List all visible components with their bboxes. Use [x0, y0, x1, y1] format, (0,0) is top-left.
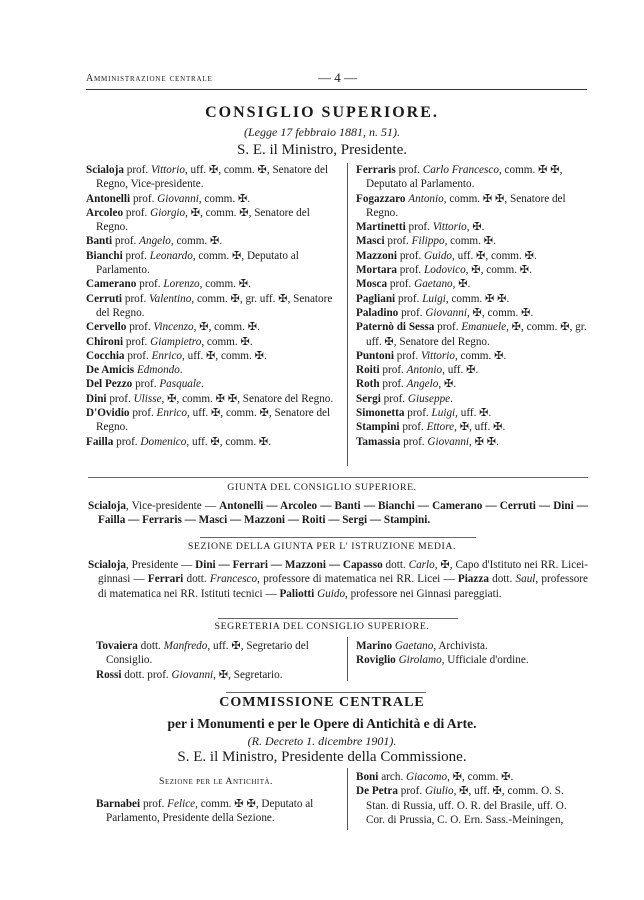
member-surname: Tovaiera [96, 640, 138, 652]
member-given-name: Giovanni [427, 435, 470, 448]
member-honours: , comm. ✠. [444, 235, 496, 248]
member-given-name: Giacomo [406, 771, 448, 783]
member-honours: , comm. ✠ ✠, Senatore del Regno. [366, 192, 566, 219]
name: Paliotti [279, 587, 315, 600]
member-surname: Barnabei [96, 798, 141, 810]
member-entry [86, 435, 338, 449]
member-surname: Cervello [86, 321, 127, 334]
name: Scialoja [88, 559, 126, 571]
member-honours: , uff. ✠, Segretario del Consiglio. [106, 640, 309, 667]
member-entry [86, 292, 338, 321]
member-entry [356, 770, 588, 784]
member-entry [356, 420, 588, 434]
member-given-name: Edmondo [136, 364, 180, 377]
member-title: prof. [400, 435, 428, 448]
member-title: prof. [379, 364, 407, 377]
given-name: Saul [515, 573, 536, 586]
member-entry [356, 292, 588, 306]
member-surname: Roiti [356, 364, 380, 377]
member-surname: Tamassia [356, 435, 401, 448]
member-honours: , uff. ✠, comm. ✠. [452, 249, 537, 262]
member-honours: , ✠. [438, 378, 457, 391]
member-honours: , ✠. [466, 221, 485, 234]
member-given-name: Luigi [431, 407, 456, 420]
member-given-name: Gaetano [414, 278, 453, 291]
member-title: prof. [123, 206, 151, 219]
member-given-name: Angelo [139, 235, 171, 248]
member-honours: , uff. ✠, comm. ✠, Senatore del Regno, Vice-presidente. [96, 164, 329, 191]
member-title: prof. [124, 349, 152, 362]
member-honours: . [200, 378, 204, 391]
member-entry [86, 363, 338, 377]
member-given-name: Ettore [426, 421, 455, 434]
page-number: — 4 — [318, 70, 357, 85]
member-surname: Scialoja [86, 164, 124, 176]
member-given-name: Manfredo [163, 640, 208, 652]
column-divider [347, 768, 348, 830]
commissione-section-title: Sezione per le Antichità. [159, 776, 273, 787]
member-title: prof. [397, 249, 425, 262]
member-honours: , uff. ✠, comm. ✠. [186, 435, 272, 448]
member-surname: De Petra [356, 785, 398, 798]
member-honours: . [179, 364, 183, 377]
member-title: prof. [398, 306, 426, 319]
member-title: prof. [395, 292, 423, 305]
member-surname: Cerruti [86, 292, 123, 305]
member-honours: , comm. ✠ ✠, Deputato al Parlamento. [366, 164, 563, 191]
member-surname: Pagliani [356, 292, 396, 305]
title: dott. [183, 573, 210, 586]
member-honours: , Ufficiale d'ordine. [441, 654, 529, 667]
member-title: prof. [395, 164, 423, 176]
member-entry [356, 349, 588, 363]
sezione-members [88, 558, 588, 601]
section-rule [226, 692, 426, 693]
header-rule [86, 89, 587, 90]
member-given-name: Giovanni [171, 668, 214, 681]
member-honours: , ✠, uff. ✠. [454, 421, 506, 434]
member-entry [356, 192, 588, 221]
member-entry [96, 668, 340, 682]
member-surname: Masci [356, 235, 385, 248]
member-entry [86, 206, 338, 235]
name: Ferrari [147, 573, 184, 586]
member-given-name: Guido [424, 249, 453, 262]
giunta-first: Scialoja [88, 500, 126, 512]
column-divider [347, 163, 348, 466]
member-honours: , uff. ✠. [455, 407, 492, 420]
member-honours: , comm. ✠. [454, 349, 507, 362]
member-title: prof. [106, 392, 134, 405]
member-title: dott. prof. [121, 668, 172, 681]
member-title: prof. [379, 378, 407, 391]
member-title: prof. [404, 407, 432, 420]
member-surname: Mazzoni [356, 249, 398, 262]
member-given-name: Leonardo [149, 249, 193, 262]
given-name: Francesco [209, 573, 258, 586]
member-honours: , ✠, Segretario. [213, 668, 283, 681]
member-given-name: Carlo Francesco [422, 164, 499, 176]
member-honours: , ✠, uff. ✠, comm. O. S. Stan. di Russia, uff. O. R. del Brasile, uff. O. Cor. di Prussia, C. O. Ern. Sass.-Meiningen, [366, 785, 567, 826]
member-entry [96, 797, 340, 826]
member-surname: Mortara [356, 264, 397, 277]
member-entry [356, 653, 588, 667]
member-given-name: Lodovico [424, 264, 466, 277]
member-title: prof. [380, 392, 408, 405]
segreteria-title: SEGRETERIA DEL CONSIGLIO SUPERIORE. [214, 621, 430, 632]
member-given-name: Enrico [151, 349, 183, 362]
member-entry [356, 263, 588, 277]
member-surname: Roth [356, 378, 380, 391]
member-entry [356, 277, 588, 291]
member-title: prof. [384, 235, 412, 248]
member-given-name: Antonio [408, 192, 444, 205]
member-entry [86, 377, 338, 391]
member-given-name: Giovanni [157, 192, 199, 205]
role: , Presidente — [125, 559, 196, 571]
role: , professore di matematica nei RR. Licei — [257, 573, 458, 586]
member-honours: , comm. ✠ ✠, Deputato al Parlamento, Presidente della Sezione. [106, 798, 314, 825]
name: Piazza [457, 573, 489, 586]
member-honours: , ✠, comm. ✠. [447, 771, 514, 783]
consiglio-title: CONSIGLIO SUPERIORE. [205, 104, 439, 121]
member-honours: , comm. ✠. [201, 335, 253, 348]
member-title: prof. [126, 321, 154, 334]
member-title: prof. [405, 221, 433, 234]
member-honours: , comm. ✠, gr. uff. ✠, Senatore del Regno. [96, 292, 333, 319]
section-rule [200, 537, 476, 538]
commissione-decree: (R. Decreto 1. dicembre 1901). [247, 734, 397, 748]
member-honours: , ✠, comm. ✠, Senatore del Regno. [96, 206, 310, 234]
member-surname: Puntoni [356, 349, 394, 362]
member-surname: Arcoleo [86, 206, 124, 219]
names: Dini — Ferrari — Mazzoni — Capasso [195, 559, 383, 571]
member-surname: Sergi [356, 392, 381, 405]
member-given-name: Giuseppe [407, 392, 451, 405]
member-surname: Fogazzaro [356, 192, 406, 205]
member-given-name: Vittorio [150, 164, 185, 176]
member-given-name: Lorenzo [163, 278, 200, 291]
member-entry [86, 392, 338, 406]
member-entry [86, 406, 338, 435]
commissione-president: S. E. il Ministro, Presidente della Commissione. [177, 749, 467, 765]
commissione-right-column [356, 770, 588, 827]
member-given-name: Angelo [406, 378, 439, 391]
member-title: prof. [122, 292, 150, 305]
running-header: Amministrazione centrale [86, 73, 213, 84]
member-surname: Camerano [86, 278, 137, 291]
member-given-name: Giampietro [150, 335, 202, 348]
member-entry [86, 234, 338, 248]
member-title: prof. [387, 278, 415, 291]
member-given-name: Vincenzo [153, 321, 194, 334]
member-honours: , comm. ✠. [198, 192, 251, 205]
consiglio-right-column [356, 163, 588, 449]
member-honours: , ✠. [452, 278, 471, 291]
member-entry [96, 639, 340, 668]
member-surname: Chironi [86, 335, 124, 348]
member-surname: Ferraris [356, 164, 396, 176]
segreteria-left-column [96, 639, 340, 682]
member-given-name: Valentino [149, 292, 192, 305]
member-honours: , comm. ✠. [170, 235, 223, 248]
member-entry [356, 377, 588, 391]
member-entry [356, 406, 588, 420]
commissione-title: COMMISSIONE CENTRALE [219, 695, 425, 710]
consiglio-left-column [86, 163, 338, 449]
role: , professore nei Ginnasi pareggiati. [345, 587, 502, 600]
consiglio-president: S. E. il Ministro, Presidente. [237, 142, 407, 158]
member-entry [86, 192, 338, 206]
member-honours: , comm. ✠ ✠. [445, 292, 510, 305]
member-entry [356, 320, 588, 349]
member-honours: , comm. ✠. [199, 278, 251, 291]
member-honours: , ✠, comm. ✠. [465, 264, 532, 277]
member-given-name: Enrico [156, 407, 187, 420]
commissione-subtitle: per i Monumenti e per le Opere di Antichità e di Arte. [167, 716, 477, 731]
title: dott. [382, 559, 409, 571]
member-surname: Mosca [356, 278, 388, 291]
member-entry [86, 349, 338, 363]
sezione-title: SEZIONE DELLA GIUNTA PER L' ISTRUZIONE MEDIA. [187, 541, 457, 552]
member-title: prof. [140, 798, 168, 810]
member-surname: Stampini [356, 421, 400, 434]
member-surname: De Amicis [86, 364, 135, 377]
member-honours: , uff. ✠, comm. ✠, Senatore del Regno. [96, 407, 331, 434]
member-surname: Paladino [356, 306, 399, 319]
column-divider [347, 637, 348, 681]
member-title: prof. [397, 264, 425, 277]
member-given-name: Ulisse [133, 392, 162, 405]
member-entry [356, 163, 588, 192]
member-given-name: Giorgio [150, 206, 186, 219]
member-title: prof. [112, 235, 140, 248]
consiglio-law: (Legge 17 febbraio 1881, n. 51). [244, 125, 400, 139]
member-entry [86, 249, 338, 278]
member-honours: , uff. ✠, comm. ✠. [182, 349, 267, 362]
member-surname: Marino [356, 640, 393, 652]
member-title: prof. [393, 349, 421, 362]
segreteria-right-column [356, 639, 588, 668]
member-given-name: Pasquale [159, 378, 201, 391]
member-surname: Bianchi [86, 249, 123, 262]
member-title: prof. [129, 407, 157, 420]
member-given-name: Felice [167, 798, 196, 810]
member-title: arch. [378, 771, 407, 783]
giunta-title: GIUNTA DEL CONSIGLIO SUPERIORE. [227, 482, 417, 493]
member-given-name: Luigi [422, 292, 446, 305]
member-title: prof. [122, 249, 150, 262]
member-honours: , ✠ ✠. [469, 435, 499, 448]
member-surname: Del Pezzo [86, 378, 133, 391]
member-entry [356, 363, 588, 377]
member-title: prof. [113, 435, 141, 448]
member-honours: , ✠, comm. ✠, gr. uff. ✠, Senatore del Regno. [366, 321, 587, 348]
member-given-name: Vittorio [432, 221, 467, 234]
member-title: prof. [123, 164, 151, 176]
member-honours: , Archivista. [433, 640, 488, 652]
section-rule [218, 618, 458, 619]
member-honours: , ✠, comm. ✠. [193, 321, 260, 334]
member-title: prof. [434, 321, 462, 334]
member-entry [86, 335, 338, 349]
member-entry [356, 234, 588, 248]
role: , ✠, Capo d'Istituto nei RR. Licei-ginnasi — [98, 559, 588, 586]
member-entry [356, 435, 588, 449]
member-honours: , comm. ✠, Deputato al Parlamento. [96, 249, 299, 277]
title: dott. [488, 573, 516, 586]
member-title: prof. [123, 335, 151, 348]
member-surname: Antonelli [86, 192, 131, 205]
giunta-list: Antonelli — Arcoleo — Banti — Bianchi — Camerano — Cerruti — Dini — Failla — Ferraris — Masci — Mazzoni — Roiti — Sergi — Stampini. [98, 500, 588, 527]
giunta-members [88, 499, 588, 528]
member-entry [356, 249, 588, 263]
member-given-name: Gaetano [394, 640, 434, 652]
member-title: prof. [132, 378, 160, 391]
member-surname: Cocchia [86, 349, 125, 362]
member-given-name: Filippo [411, 235, 445, 248]
member-surname: Boni [356, 771, 379, 783]
member-honours: , ✠, comm. ✠. [466, 306, 534, 319]
member-entry [356, 639, 588, 653]
member-entry [356, 784, 588, 827]
member-entry [86, 163, 338, 192]
member-surname: Roviglio [356, 654, 396, 667]
member-entry [356, 306, 588, 320]
member-given-name: Domenico [140, 435, 187, 448]
member-title: dott. [137, 640, 164, 652]
member-given-name: Girolamo [398, 654, 442, 667]
member-honours: . [450, 392, 453, 405]
role: , professore di matematica nei RR. Istituti tecnici — [98, 573, 588, 600]
member-surname: Rossi [96, 668, 122, 681]
member-given-name: Antonio [406, 364, 443, 377]
member-entry [86, 320, 338, 334]
member-honours: , ✠, comm. ✠ ✠, Senatore del Regno. [161, 392, 334, 405]
member-entry [356, 392, 588, 406]
given-name: Carlo [408, 559, 435, 571]
member-surname: Failla [86, 435, 114, 448]
member-title: prof. [136, 278, 164, 291]
member-surname: Simonetta [356, 407, 405, 420]
member-title: prof. [397, 785, 425, 798]
given-name: Guido [317, 587, 346, 600]
member-given-name: Vittorio [420, 349, 455, 362]
member-surname: D'Ovidio [86, 407, 130, 420]
member-surname: Dini [86, 392, 107, 405]
member-title: prof. [130, 192, 158, 205]
member-honours: , uff. ✠. [442, 364, 479, 377]
member-surname: Banti [86, 235, 113, 248]
section-rule [88, 477, 588, 478]
member-given-name: Emanuele [461, 321, 507, 334]
member-given-name: Giulio [424, 785, 454, 798]
member-surname: Martinetti [356, 221, 406, 234]
member-given-name: Giovanni [425, 306, 467, 319]
member-surname: Paternò di Sessa [356, 321, 435, 334]
giunta-first-role: , Vice-presidente — [125, 500, 220, 512]
member-title: prof. [399, 421, 427, 434]
commissione-left-column [96, 797, 340, 826]
member-entry [356, 220, 588, 234]
member-entry [86, 277, 338, 291]
